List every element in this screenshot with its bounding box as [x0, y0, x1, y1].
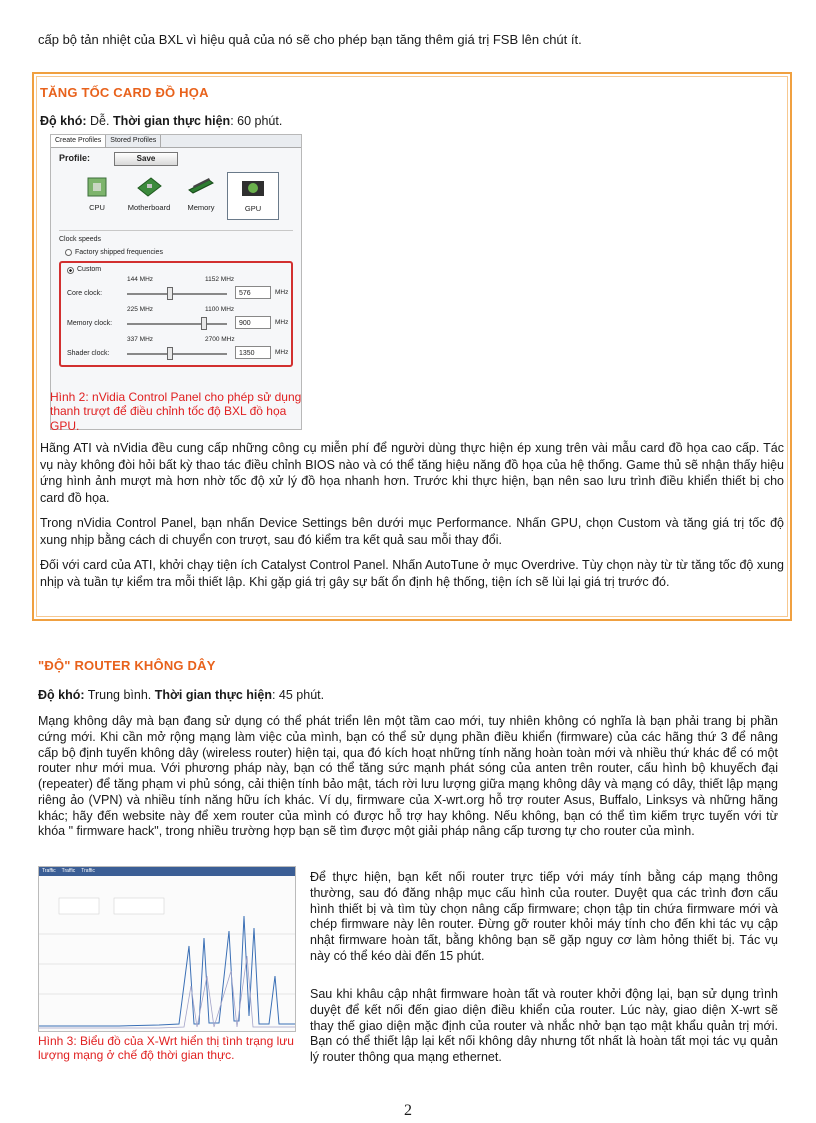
custom-radio[interactable]: Custom [67, 265, 287, 274]
nvidia-control-panel-figure [50, 134, 302, 430]
tab-stored-profiles[interactable]: Stored Profiles [106, 135, 161, 147]
profile-label: Profile: [59, 153, 91, 164]
traffic-graph [39, 876, 296, 1032]
profile-item-cpu[interactable]: CPU [71, 172, 123, 220]
clock-speeds-label: Clock speeds [59, 236, 102, 243]
section2-title: "ĐỘ" ROUTER KHÔNG DÂY [38, 658, 216, 673]
figure3-caption: Hình 3: Biểu đồ của X-Wrt hiển thị tình trạng lưu lượng mạng ở chế độ thời gian thực. [38, 1034, 294, 1063]
shader-clock-thumb[interactable] [167, 347, 173, 360]
xwrt-nav-bar: Traffic Traffic Traffic [39, 867, 295, 876]
shader-clock-slider: 337 MHz 2700 MHz Shader clock: 1350 MHz [65, 336, 285, 366]
memory-clock-slider: 225 MHz 1100 MHz Memory clock: 900 MHz [65, 306, 285, 336]
section2-paragraph-main: Mạng không dây mà bạn đang sử dụng có thể phát triển lên một tầm cao mới, tuy nhiên không có nghĩa là bạn phải trang bị phần cứng mới. Khi cần mở rộng mạng làm việc của mình, bạn có thể sử dụng phần điều khiển (firmware) của các hãng thứ 3 để nâng cấp bộ định tuyến không dây (wireless router) hiện tại, qua đó kích hoạt những tính năng hoàn toàn mới và nhiều thứ khác để có một router như mới mua. Với phương pháp này, bạn có thể tăng sức mạnh phát sóng của anten trên router, cấu hình bộ khuyếch đại (repeater) để tăng phạm vi phủ sóng, cải thiện tính bảo mật, tách rời lưu lượng giữa mạng không dây và mạng có dây, thiết lập mạng riêng ảo (VPN) và nhiều tính năng hữu ích khác. Ví dụ, firmware của X-wrt.org hỗ trợ router Asus, Buffalo, Linksys và những hãng khác; hãy đến website này để xem router của mình có được hỗ trợ hay không. Nếu không, bạn có thể tìm kiếm trực tuyến với từ khóa " firmware hack", trong nhiều trường hợp bạn sẽ tìm được một giải pháp nâng cấp tương tự cho router của mình. [38, 714, 778, 839]
profile-icons [71, 172, 301, 220]
section1-paragraph-1: Hãng ATI và nVidia đều cung cấp những công cụ miễn phí để người dùng thực hiện ép xung trên vài mẫu card đồ họa cao cấp. Tác vụ này không đòi hỏi bất kỳ thao tác điều chỉnh BIOS nào và có thể tăng hiệu năng đồ họa của hệ thống. Game thủ sẽ nhận thấy hiệu ứng hình ảnh mượt mà hơn nhờ tốc độ xử lý đồ họa nhanh hơn. Trước khi thực hiện, bạn nên sao lưu trình điều khiển thiết bị cho card đồ họa. [40, 441, 784, 505]
profile-item-gpu[interactable]: GPU [227, 172, 279, 220]
gpu-overclock-box [32, 72, 792, 621]
memory-icon [187, 174, 215, 200]
figure2-caption: Hình 2: nVidia Control Panel cho phép sử dụng thanh trượt để điều chỉnh tốc độ BXL đồ họa GPU. [50, 390, 302, 433]
clock-speeds-group [59, 230, 293, 367]
memory-clock-thumb[interactable] [201, 317, 207, 330]
section2-paragraph-right-1: Để thực hiện, bạn kết nối router trực tiếp với máy tính bằng cáp mạng thông thường, sau đó đăng nhập mục cấu hình của router. Duyệt qua các trình đơn cấu hình thiết bị và tìm tùy chọn nâng cấp firmware; chọn tập tin chứa firmware mới và chép firmware này lên router. Đừng gỡ router khỏi máy tính cho đến khi tác vụ cập nhật firmware hoàn tất, bằng không bạn sẽ gặp nguy cơ làm hỏng thiết bị. Tác vụ này có thể kéo dài đến 15 phút. [310, 870, 778, 963]
custom-clock-box [59, 261, 293, 367]
tab-create-profiles[interactable]: Create Profiles [51, 135, 106, 147]
core-clock-thumb[interactable] [167, 287, 173, 300]
section2-paragraph-right-2: Sau khi khâu cập nhật firmware hoàn tất và router khởi động lại, bạn sử dụng trình duyệt để kết nối đến giao diện điều khiển của router. Lúc này, giao diện X-wrt sẽ thay thế giao diện mặc định của router và nhắc nhở bạn tạo mật khẩu quản trị mới. Bạn có thể thiết lập lại kết nối không dây nhưng tốt nhất là hoàn tất mọi tác vụ quản lý router thông qua mạng ethernet. [310, 987, 778, 1064]
xwrt-traffic-figure [38, 866, 296, 1032]
shader-clock-input[interactable]: 1350 [235, 346, 271, 359]
section1-title: TĂNG TỐC CARD ĐỒ HỌA [40, 85, 209, 100]
section1-paragraph-3: Đối với card của ATI, khởi chạy tiện ích Catalyst Control Panel. Nhấn AutoTune ở mục Overdrive. Tùy chọn này từ từ tăng tốc độ xung nhịp và tuần tự kiểm tra mỗi thiết lập. Khi gặp giá trị gây sự bất ổn định hệ thống, tiện ích sẽ lùi lại giá trị trước đó. [40, 558, 784, 589]
core-clock-input[interactable]: 576 [235, 286, 271, 299]
section2-meta: Độ khó: Trung bình. Thời gian thực hiện: 45 phút. [38, 688, 325, 702]
save-button[interactable]: Save [114, 152, 178, 166]
section1-paragraph-2: Trong nVidia Control Panel, bạn nhấn Device Settings bên dưới mục Performance. Nhấn GPU, chọn Custom và tăng giá trị tốc độ xung nhịp bằng cách di chuyển con trượt, sau đó kiểm tra kết quả sau mỗi thay đổi. [40, 516, 784, 547]
cpu-icon [83, 174, 111, 200]
core-clock-slider: 144 MHz 1152 MHz Core clock: 576 MHz [65, 276, 285, 306]
factory-frequencies-radio[interactable]: Factory shipped frequencies [65, 248, 293, 257]
profile-item-memory[interactable]: Memory [175, 172, 227, 220]
page-number: 2 [404, 1102, 412, 1119]
motherboard-icon [135, 174, 163, 200]
profile-tabs [51, 135, 301, 148]
gpu-icon [239, 175, 267, 201]
profile-item-motherboard[interactable]: Motherboard [123, 172, 175, 220]
section1-meta: Độ khó: Dễ. Thời gian thực hiện: 60 phút. [40, 114, 283, 129]
section1-body [40, 440, 784, 590]
memory-clock-input[interactable]: 900 [235, 316, 271, 329]
intro-line: cấp bộ tản nhiệt của BXL vì hiệu quả của nó sẽ cho phép bạn tăng thêm giá trị FSB lên chút ít. [38, 32, 582, 47]
